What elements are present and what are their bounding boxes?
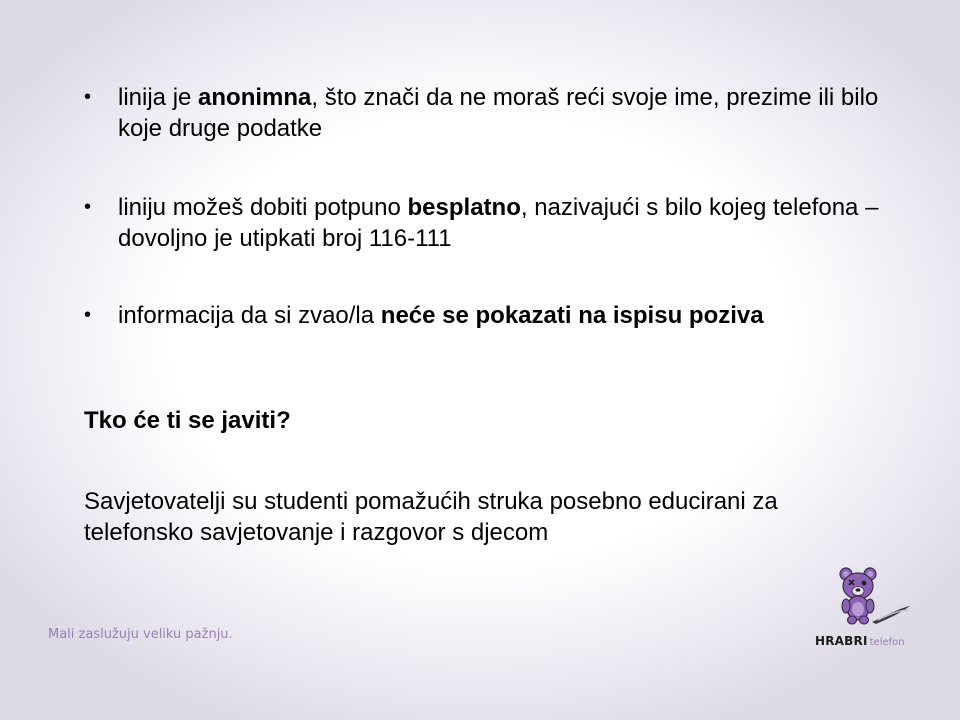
footer-tagline: Mali zaslužuju veliku pažnju. [48,627,233,642]
bullet-text-bold: anonimna [198,84,312,111]
bullet-free [84,192,884,254]
bullet-text-end: , nazivajući s bilo kojeg telefona – dovoljno je utipkati broj 116-111 [118,194,879,252]
bullet-dot: • [84,196,92,218]
hrabri-telefon-logo [812,564,922,648]
bullet-text-start: linija je [118,84,199,111]
bullet-text [118,192,884,254]
bullet-text-start: informacija da si zvao/la [118,302,381,329]
bullet-text-start: liniju možeš dobiti potpuno [118,194,408,221]
bullet-dot: • [84,304,92,326]
logo-wordmark [815,630,905,649]
bullet-text-bold: neće se pokazati na ispisu poziva [380,302,764,329]
section-heading: Tko će ti se javiti? [84,407,291,434]
bullet-text-bold: besplatno [407,194,521,221]
counselors-paragraph: Savjetovatelji su studenti pomažućih struka posebno educirani za telefonsko savjetovanje i razgovor s djecom [84,488,778,546]
bullet-text-end: , što znači da ne moraš reći svoje ime, prezime ili bilo koje druge podatke [118,84,879,142]
logo-wordmark-bold: HRABRI [815,634,868,648]
logo-wordmark-light: telefon [869,637,905,648]
teddy-bear-icon [832,564,912,626]
bullet-text [118,300,884,331]
bullet-text [118,82,884,144]
bullet-dot: • [84,86,92,108]
bullet-anonymous [84,82,884,144]
bullet-hidden-call [84,300,884,331]
